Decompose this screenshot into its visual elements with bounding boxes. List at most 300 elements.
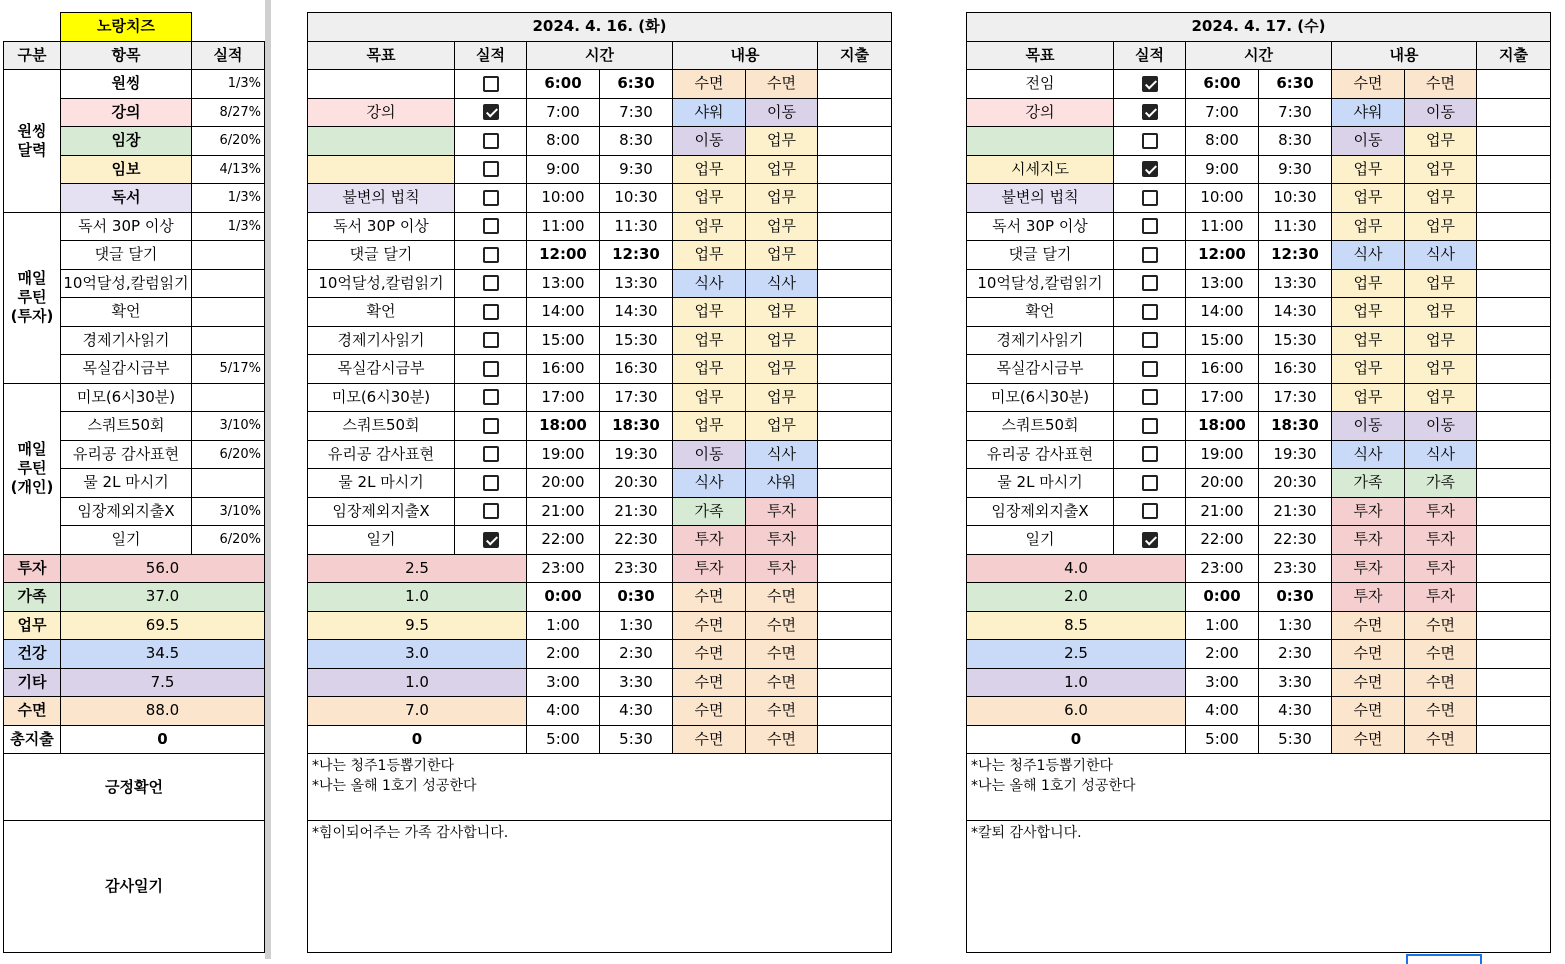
summary-result[interactable]: 3/10% — [192, 497, 265, 526]
content-b[interactable]: 투자 — [1405, 554, 1477, 583]
checkbox[interactable] — [1142, 133, 1158, 149]
time-start[interactable]: 22:00 — [1186, 526, 1259, 555]
checkbox-cell[interactable] — [1114, 212, 1186, 241]
time-start[interactable]: 20:00 — [1186, 469, 1259, 498]
goal-cell[interactable]: 일기 — [308, 526, 455, 555]
summary-item[interactable]: 미모(6시30분) — [61, 383, 192, 412]
content-b[interactable]: 수면 — [746, 668, 818, 697]
time-start[interactable]: 19:00 — [1186, 440, 1259, 469]
content-b[interactable]: 투자 — [1405, 583, 1477, 612]
content-b[interactable]: 업무 — [746, 184, 818, 213]
gratitude-label[interactable]: 감사일기 — [4, 821, 265, 953]
time-end[interactable]: 8:30 — [600, 127, 673, 156]
time-end[interactable]: 17:30 — [1259, 383, 1332, 412]
category-total[interactable]: 9.5 — [308, 611, 527, 640]
cell-selection-box[interactable] — [1406, 954, 1482, 964]
goal-cell[interactable]: 일기 — [967, 526, 1114, 555]
total-value[interactable]: 37.0 — [61, 583, 265, 612]
time-end[interactable]: 16:30 — [600, 355, 673, 384]
checkbox[interactable] — [483, 332, 499, 348]
time-start[interactable]: 15:00 — [527, 326, 600, 355]
time-start[interactable]: 6:00 — [527, 70, 600, 99]
checkbox-cell[interactable] — [1114, 326, 1186, 355]
content-a[interactable]: 식사 — [1332, 440, 1405, 469]
time-start[interactable]: 11:00 — [1186, 212, 1259, 241]
time-start[interactable]: 7:00 — [527, 98, 600, 127]
content-b[interactable]: 업무 — [746, 127, 818, 156]
category-total[interactable]: 8.5 — [967, 611, 1186, 640]
header-content[interactable]: 내용 — [1332, 41, 1477, 70]
time-start[interactable]: 12:00 — [1186, 241, 1259, 270]
content-b[interactable]: 업무 — [1405, 269, 1477, 298]
content-a[interactable]: 투자 — [1332, 583, 1405, 612]
content-a[interactable]: 가족 — [1332, 469, 1405, 498]
pane-divider[interactable] — [265, 0, 271, 959]
time-start[interactable]: 2:00 — [527, 640, 600, 669]
category-total[interactable]: 1.0 — [308, 668, 527, 697]
summary-result[interactable] — [192, 269, 265, 298]
expense-cell[interactable] — [818, 355, 892, 384]
checkbox-cell[interactable] — [1114, 440, 1186, 469]
time-start[interactable]: 1:00 — [1186, 611, 1259, 640]
content-b[interactable]: 업무 — [746, 412, 818, 441]
content-a[interactable]: 업무 — [1332, 355, 1405, 384]
time-end[interactable]: 4:30 — [600, 697, 673, 726]
total-label[interactable]: 가족 — [4, 583, 61, 612]
content-b[interactable]: 수면 — [1405, 697, 1477, 726]
content-a[interactable]: 수면 — [673, 640, 746, 669]
checkbox[interactable] — [1142, 161, 1158, 177]
checkbox-cell[interactable] — [455, 412, 527, 441]
checkbox-cell[interactable] — [1114, 412, 1186, 441]
header-time[interactable]: 시간 — [527, 41, 673, 70]
goal-cell[interactable]: 경제기사읽기 — [308, 326, 455, 355]
time-end[interactable]: 12:30 — [1259, 241, 1332, 270]
content-b[interactable]: 투자 — [1405, 497, 1477, 526]
checkbox[interactable] — [1142, 389, 1158, 405]
checkbox-cell[interactable] — [1114, 155, 1186, 184]
expense-cell[interactable] — [1477, 526, 1551, 555]
time-end[interactable]: 4:30 — [1259, 697, 1332, 726]
checkbox[interactable] — [483, 161, 499, 177]
expense-cell[interactable] — [1477, 326, 1551, 355]
expense-cell[interactable] — [818, 241, 892, 270]
checkbox-cell[interactable] — [1114, 98, 1186, 127]
content-a[interactable]: 수면 — [1332, 640, 1405, 669]
time-end[interactable]: 22:30 — [1259, 526, 1332, 555]
time-end[interactable]: 7:30 — [600, 98, 673, 127]
time-end[interactable]: 2:30 — [600, 640, 673, 669]
summary-item[interactable]: 일기 — [61, 526, 192, 555]
content-b[interactable]: 식사 — [746, 440, 818, 469]
time-start[interactable]: 10:00 — [527, 184, 600, 213]
total-value[interactable]: 69.5 — [61, 611, 265, 640]
time-start[interactable]: 13:00 — [1186, 269, 1259, 298]
time-end[interactable]: 22:30 — [600, 526, 673, 555]
summary-item[interactable]: 독서 30P 이상 — [61, 212, 192, 241]
summary-item[interactable]: 댓글 달기 — [61, 241, 192, 270]
time-end[interactable]: 18:30 — [600, 412, 673, 441]
expense-cell[interactable] — [1477, 554, 1551, 583]
content-a[interactable]: 식사 — [673, 469, 746, 498]
category-total[interactable]: 6.0 — [967, 697, 1186, 726]
content-a[interactable]: 업무 — [1332, 298, 1405, 327]
time-end[interactable]: 18:30 — [1259, 412, 1332, 441]
time-start[interactable]: 7:00 — [1186, 98, 1259, 127]
content-a[interactable]: 이동 — [1332, 412, 1405, 441]
time-start[interactable]: 14:00 — [527, 298, 600, 327]
time-end[interactable]: 11:30 — [600, 212, 673, 241]
time-start[interactable]: 9:00 — [527, 155, 600, 184]
checkbox[interactable] — [1142, 104, 1158, 120]
content-a[interactable]: 수면 — [1332, 697, 1405, 726]
checkbox[interactable] — [1142, 218, 1158, 234]
goal-cell[interactable]: 댓글 달기 — [308, 241, 455, 270]
checkbox-cell[interactable] — [455, 469, 527, 498]
content-b[interactable]: 수면 — [1405, 640, 1477, 669]
time-end[interactable]: 21:30 — [1259, 497, 1332, 526]
content-b[interactable]: 수면 — [1405, 725, 1477, 754]
expense-cell[interactable] — [818, 725, 892, 754]
checkbox-cell[interactable] — [455, 241, 527, 270]
expense-cell[interactable] — [1477, 269, 1551, 298]
goal-cell[interactable]: 시세지도 — [967, 155, 1114, 184]
day-date[interactable]: 2024. 4. 16. (화) — [308, 13, 892, 42]
affirmation-label[interactable]: 긍정확언 — [4, 754, 265, 821]
checkbox-cell[interactable] — [455, 355, 527, 384]
time-end[interactable]: 14:30 — [600, 298, 673, 327]
checkbox[interactable] — [1142, 475, 1158, 491]
total-value[interactable]: 34.5 — [61, 640, 265, 669]
summary-result[interactable]: 1/3% — [192, 212, 265, 241]
expense-cell[interactable] — [1477, 155, 1551, 184]
checkbox[interactable] — [483, 275, 499, 291]
goal-cell[interactable]: 강의 — [308, 98, 455, 127]
time-start[interactable]: 15:00 — [1186, 326, 1259, 355]
content-b[interactable]: 수면 — [746, 725, 818, 754]
total-value[interactable]: 88.0 — [61, 697, 265, 726]
goal-cell[interactable]: 경제기사읽기 — [967, 326, 1114, 355]
expense-cell[interactable] — [818, 440, 892, 469]
content-b[interactable]: 투자 — [746, 497, 818, 526]
checkbox[interactable] — [483, 104, 499, 120]
checkbox-cell[interactable] — [455, 440, 527, 469]
time-end[interactable]: 16:30 — [1259, 355, 1332, 384]
expense-cell[interactable] — [818, 155, 892, 184]
content-b[interactable]: 수면 — [1405, 611, 1477, 640]
checkbox-cell[interactable] — [455, 497, 527, 526]
time-end[interactable]: 15:30 — [600, 326, 673, 355]
checkbox[interactable] — [483, 389, 499, 405]
goal-cell[interactable]: 스쿼트50회 — [967, 412, 1114, 441]
goal-cell[interactable]: 임장제외지출X — [308, 497, 455, 526]
expense-cell[interactable] — [818, 611, 892, 640]
time-start[interactable]: 16:00 — [527, 355, 600, 384]
checkbox-cell[interactable] — [455, 212, 527, 241]
time-start[interactable]: 23:00 — [1186, 554, 1259, 583]
content-a[interactable]: 업무 — [673, 298, 746, 327]
summary-result[interactable]: 5/17% — [192, 355, 265, 384]
time-end[interactable]: 23:30 — [1259, 554, 1332, 583]
checkbox[interactable] — [483, 418, 499, 434]
expense-cell[interactable] — [818, 98, 892, 127]
checkbox-cell[interactable] — [1114, 127, 1186, 156]
time-start[interactable]: 18:00 — [527, 412, 600, 441]
time-end[interactable]: 20:30 — [600, 469, 673, 498]
checkbox-cell[interactable] — [455, 269, 527, 298]
goal-cell[interactable]: 유리공 감사표현 — [308, 440, 455, 469]
content-a[interactable]: 업무 — [673, 212, 746, 241]
content-a[interactable]: 수면 — [673, 611, 746, 640]
gratitude-text[interactable]: *칼퇴 감사합니다. — [967, 821, 1551, 953]
content-a[interactable]: 샤워 — [1332, 98, 1405, 127]
summary-result[interactable] — [192, 241, 265, 270]
content-a[interactable]: 수면 — [673, 668, 746, 697]
time-start[interactable]: 17:00 — [1186, 383, 1259, 412]
content-a[interactable]: 샤워 — [673, 98, 746, 127]
expense-cell[interactable] — [818, 668, 892, 697]
header-content[interactable]: 내용 — [673, 41, 818, 70]
time-start[interactable]: 8:00 — [527, 127, 600, 156]
checkbox-cell[interactable] — [455, 383, 527, 412]
total-value[interactable]: 0 — [61, 725, 265, 754]
time-end[interactable]: 23:30 — [600, 554, 673, 583]
time-end[interactable]: 9:30 — [600, 155, 673, 184]
expense-cell[interactable] — [1477, 98, 1551, 127]
content-a[interactable]: 업무 — [673, 355, 746, 384]
expense-cell[interactable] — [1477, 440, 1551, 469]
summary-item[interactable]: 스쿼트50회 — [61, 412, 192, 441]
summary-item[interactable]: 경제기사읽기 — [61, 326, 192, 355]
expense-cell[interactable] — [818, 70, 892, 99]
content-b[interactable]: 수면 — [746, 611, 818, 640]
summary-item[interactable]: 독서 — [61, 184, 192, 213]
goal-cell[interactable]: 목실감시금부 — [308, 355, 455, 384]
goal-cell[interactable]: 물 2L 마시기 — [308, 469, 455, 498]
expense-cell[interactable] — [818, 697, 892, 726]
expense-cell[interactable] — [818, 412, 892, 441]
checkbox[interactable] — [483, 532, 499, 548]
time-start[interactable]: 9:00 — [1186, 155, 1259, 184]
category-total[interactable]: 4.0 — [967, 554, 1186, 583]
time-end[interactable]: 10:30 — [1259, 184, 1332, 213]
time-end[interactable]: 3:30 — [1259, 668, 1332, 697]
content-a[interactable]: 이동 — [673, 127, 746, 156]
header-result[interactable]: 실적 — [455, 41, 527, 70]
time-start[interactable]: 17:00 — [527, 383, 600, 412]
group-label[interactable]: 원씽 달력 — [4, 70, 61, 213]
header-goal[interactable]: 목표 — [967, 41, 1114, 70]
checkbox[interactable] — [1142, 304, 1158, 320]
time-start[interactable]: 10:00 — [1186, 184, 1259, 213]
time-end[interactable]: 15:30 — [1259, 326, 1332, 355]
goal-cell[interactable]: 미모(6시30분) — [967, 383, 1114, 412]
expense-cell[interactable] — [818, 497, 892, 526]
content-a[interactable]: 수면 — [1332, 70, 1405, 99]
goal-cell[interactable] — [967, 127, 1114, 156]
time-end[interactable]: 11:30 — [1259, 212, 1332, 241]
content-a[interactable]: 업무 — [1332, 269, 1405, 298]
summary-item[interactable]: 강의 — [61, 98, 192, 127]
content-b[interactable]: 수면 — [1405, 70, 1477, 99]
affirmation-text[interactable]: *나는 청주1등뽑기한다 *나는 올해 1호기 성공한다 — [308, 754, 892, 821]
category-total[interactable]: 0 — [308, 725, 527, 754]
expense-cell[interactable] — [1477, 497, 1551, 526]
time-start[interactable]: 0:00 — [527, 583, 600, 612]
time-end[interactable]: 6:30 — [1259, 70, 1332, 99]
checkbox-cell[interactable] — [455, 155, 527, 184]
content-b[interactable]: 업무 — [1405, 355, 1477, 384]
content-b[interactable]: 식사 — [1405, 440, 1477, 469]
content-a[interactable]: 투자 — [1332, 554, 1405, 583]
total-label[interactable]: 수면 — [4, 697, 61, 726]
expense-cell[interactable] — [818, 212, 892, 241]
checkbox[interactable] — [483, 218, 499, 234]
time-end[interactable]: 8:30 — [1259, 127, 1332, 156]
summary-result[interactable] — [192, 383, 265, 412]
goal-cell[interactable]: 강의 — [967, 98, 1114, 127]
category-total[interactable]: 7.0 — [308, 697, 527, 726]
expense-cell[interactable] — [818, 383, 892, 412]
goal-cell[interactable]: 목실감시금부 — [967, 355, 1114, 384]
checkbox-cell[interactable] — [1114, 469, 1186, 498]
content-b[interactable]: 업무 — [746, 355, 818, 384]
checkbox-cell[interactable] — [1114, 355, 1186, 384]
time-start[interactable]: 4:00 — [1186, 697, 1259, 726]
content-a[interactable]: 수면 — [673, 70, 746, 99]
content-b[interactable]: 업무 — [1405, 326, 1477, 355]
time-start[interactable]: 14:00 — [1186, 298, 1259, 327]
checkbox[interactable] — [1142, 275, 1158, 291]
checkbox-cell[interactable] — [455, 184, 527, 213]
checkbox[interactable] — [483, 76, 499, 92]
content-b[interactable]: 업무 — [1405, 155, 1477, 184]
goal-cell[interactable]: 미모(6시30분) — [308, 383, 455, 412]
expense-cell[interactable] — [1477, 298, 1551, 327]
content-b[interactable]: 투자 — [1405, 526, 1477, 555]
checkbox[interactable] — [1142, 332, 1158, 348]
expense-cell[interactable] — [1477, 212, 1551, 241]
group-label[interactable]: 매일 루틴 (투자) — [4, 212, 61, 383]
expense-cell[interactable] — [818, 526, 892, 555]
summary-result[interactable]: 8/27% — [192, 98, 265, 127]
expense-cell[interactable] — [1477, 640, 1551, 669]
checkbox[interactable] — [483, 361, 499, 377]
time-start[interactable]: 0:00 — [1186, 583, 1259, 612]
time-start[interactable]: 1:00 — [527, 611, 600, 640]
checkbox[interactable] — [1142, 446, 1158, 462]
summary-result[interactable]: 6/20% — [192, 127, 265, 156]
content-a[interactable]: 투자 — [673, 526, 746, 555]
content-b[interactable]: 투자 — [746, 526, 818, 555]
summary-header[interactable]: 항목 — [61, 41, 192, 70]
summary-item[interactable]: 10억달성,칼럼읽기 — [61, 269, 192, 298]
content-a[interactable]: 업무 — [673, 383, 746, 412]
summary-result[interactable] — [192, 326, 265, 355]
total-value[interactable]: 7.5 — [61, 668, 265, 697]
content-b[interactable]: 가족 — [1405, 469, 1477, 498]
summary-result[interactable] — [192, 298, 265, 327]
time-start[interactable]: 8:00 — [1186, 127, 1259, 156]
expense-cell[interactable] — [1477, 184, 1551, 213]
content-b[interactable]: 업무 — [746, 298, 818, 327]
expense-cell[interactable] — [818, 640, 892, 669]
goal-cell[interactable]: 독서 30P 이상 — [308, 212, 455, 241]
content-a[interactable]: 수면 — [1332, 668, 1405, 697]
checkbox-cell[interactable] — [1114, 269, 1186, 298]
time-end[interactable]: 19:30 — [1259, 440, 1332, 469]
expense-cell[interactable] — [1477, 383, 1551, 412]
checkbox-cell[interactable] — [1114, 184, 1186, 213]
checkbox[interactable] — [1142, 532, 1158, 548]
time-end[interactable]: 1:30 — [600, 611, 673, 640]
checkbox[interactable] — [483, 304, 499, 320]
goal-cell[interactable]: 확언 — [967, 298, 1114, 327]
total-label[interactable]: 기타 — [4, 668, 61, 697]
content-a[interactable]: 식사 — [673, 269, 746, 298]
goal-cell[interactable]: 10억달성,칼럼읽기 — [967, 269, 1114, 298]
time-start[interactable]: 6:00 — [1186, 70, 1259, 99]
time-end[interactable]: 6:30 — [600, 70, 673, 99]
time-start[interactable]: 21:00 — [1186, 497, 1259, 526]
goal-cell[interactable]: 스쿼트50회 — [308, 412, 455, 441]
category-total[interactable]: 3.0 — [308, 640, 527, 669]
time-end[interactable]: 5:30 — [600, 725, 673, 754]
content-a[interactable]: 수면 — [1332, 611, 1405, 640]
expense-cell[interactable] — [1477, 70, 1551, 99]
content-b[interactable]: 업무 — [746, 383, 818, 412]
expense-cell[interactable] — [818, 554, 892, 583]
checkbox-cell[interactable] — [455, 98, 527, 127]
summary-item[interactable]: 원씽 — [61, 70, 192, 99]
checkbox[interactable] — [483, 190, 499, 206]
expense-cell[interactable] — [1477, 241, 1551, 270]
content-b[interactable]: 이동 — [1405, 98, 1477, 127]
time-start[interactable]: 19:00 — [527, 440, 600, 469]
expense-cell[interactable] — [1477, 697, 1551, 726]
checkbox-cell[interactable] — [1114, 298, 1186, 327]
expense-cell[interactable] — [818, 127, 892, 156]
content-a[interactable]: 업무 — [1332, 184, 1405, 213]
time-start[interactable]: 11:00 — [527, 212, 600, 241]
content-b[interactable]: 식사 — [1405, 241, 1477, 270]
header-expense[interactable]: 지출 — [818, 41, 892, 70]
time-end[interactable]: 17:30 — [600, 383, 673, 412]
time-end[interactable]: 7:30 — [1259, 98, 1332, 127]
time-end[interactable]: 0:30 — [600, 583, 673, 612]
summary-item[interactable]: 유리공 감사표현 — [61, 440, 192, 469]
summary-header[interactable]: 실적 — [192, 41, 265, 70]
content-b[interactable]: 업무 — [1405, 127, 1477, 156]
time-end[interactable]: 20:30 — [1259, 469, 1332, 498]
expense-cell[interactable] — [818, 184, 892, 213]
content-b[interactable]: 업무 — [746, 212, 818, 241]
content-a[interactable]: 가족 — [673, 497, 746, 526]
expense-cell[interactable] — [818, 326, 892, 355]
time-end[interactable]: 2:30 — [1259, 640, 1332, 669]
time-start[interactable]: 20:00 — [527, 469, 600, 498]
total-label[interactable]: 총지출 — [4, 725, 61, 754]
summary-result[interactable]: 1/3% — [192, 70, 265, 99]
time-start[interactable]: 22:00 — [527, 526, 600, 555]
total-value[interactable]: 56.0 — [61, 554, 265, 583]
summary-result[interactable]: 6/20% — [192, 440, 265, 469]
checkbox-cell[interactable] — [455, 127, 527, 156]
checkbox[interactable] — [1142, 418, 1158, 434]
checkbox[interactable] — [483, 475, 499, 491]
checkbox-cell[interactable] — [455, 70, 527, 99]
checkbox-cell[interactable] — [455, 298, 527, 327]
